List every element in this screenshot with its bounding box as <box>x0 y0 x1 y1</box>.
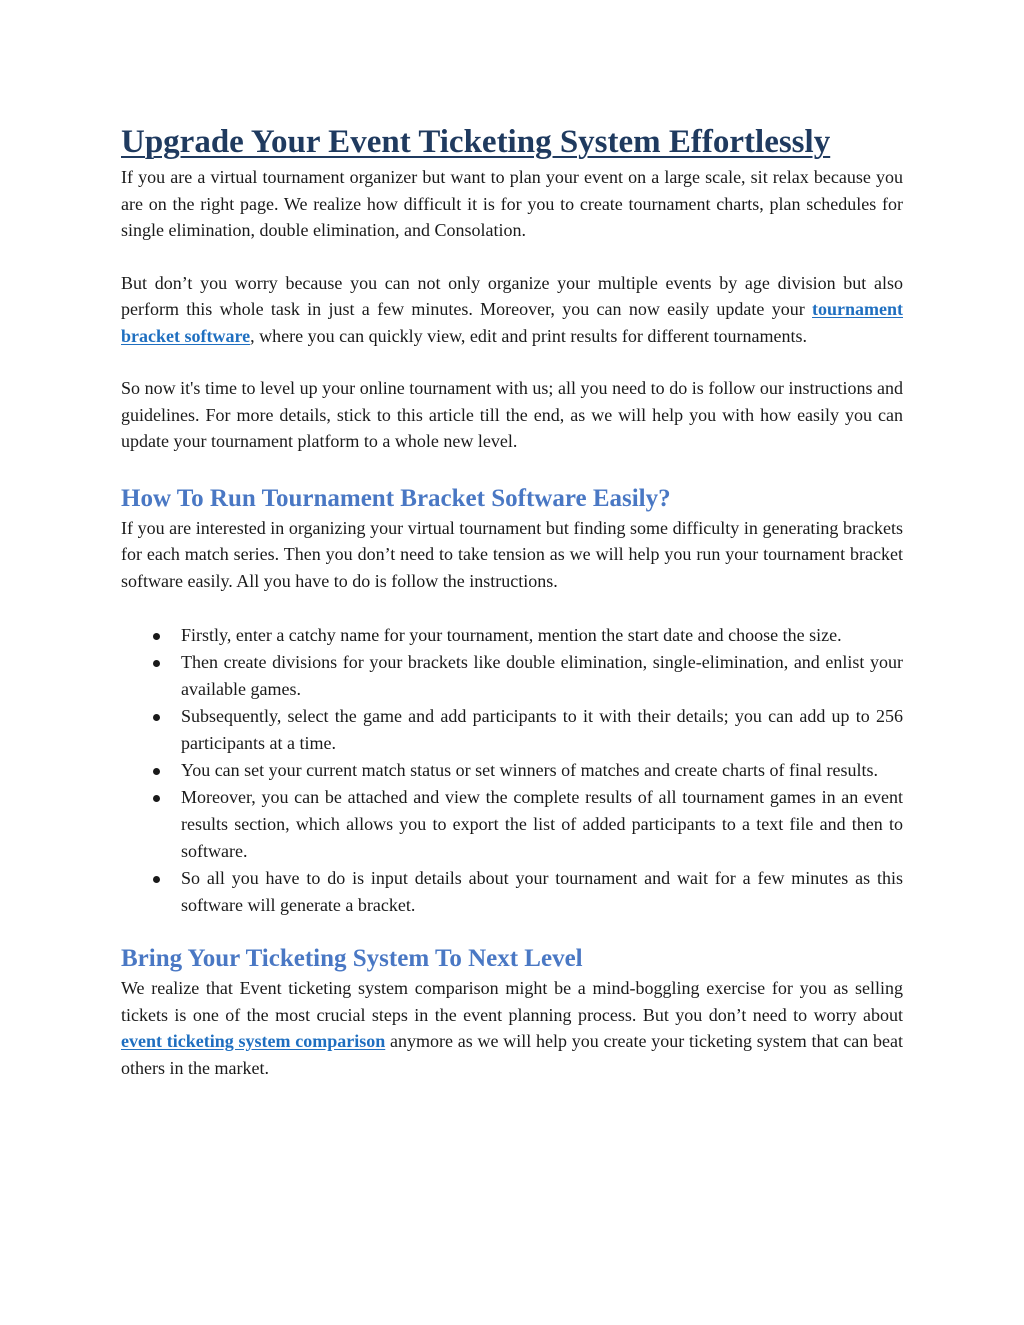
page-title-text: Upgrade Your Event Ticketing System Effortlessly <box>121 124 831 160</box>
bullet-icon <box>153 633 160 640</box>
intro-paragraph-1: If you are a virtual tournament organizer but want to plan your event on a large scale, sit relax because you are on the right page. We realize how difficult it is for you to create tournament charts, plan schedules for single elimination, double elimination, and Consolation. <box>121 167 903 240</box>
bullet-icon <box>153 714 160 721</box>
bullet-icon <box>153 876 160 883</box>
list-item-text: Moreover, you can be attached and view the complete results of all tournament games in an event results section, which allows you to export the list of added participants to a text file and then to software. <box>181 787 903 861</box>
list-item-text: Subsequently, select the game and add participants to it with their details; you can add up to 256 participants at a time. <box>181 706 903 753</box>
intro-paragraph-2-text-after: , where you can quickly view, edit and print results for different tournaments. <box>250 325 807 346</box>
list-item <box>121 649 903 703</box>
intro-paragraph-2-text-before: But don’t you worry because you can not only organize your multiple events by age division but also perform this whole task in just a few minutes. Moreover, you can now easily update your <box>121 272 903 319</box>
list-item-text: Firstly, enter a catchy name for your tournament, mention the start date and choose the size. <box>181 625 842 645</box>
bullet-icon <box>153 795 160 802</box>
intro-paragraph-2 <box>121 270 903 350</box>
bullet-icon <box>153 660 160 667</box>
list-item <box>121 622 903 649</box>
list-item <box>121 757 903 784</box>
section-2-text-after: anymore as we will help you create your ticketing system that can beat others in the market. <box>121 1031 903 1078</box>
section-2-text-before: We realize that Event ticketing system comparison might be a mind-boggling exercise for you as selling tickets is one of the most crucial steps in the event planning process. But you don’t need to worry about <box>121 978 903 1025</box>
section-2-heading: Bring Your Ticketing System To Next Level <box>121 945 583 972</box>
section-1-heading: How To Run Tournament Bracket Software Easily? <box>121 484 671 512</box>
list-item <box>121 784 903 865</box>
page-title <box>121 122 903 162</box>
list-item <box>121 703 903 757</box>
section-1-paragraph: If you are interested in organizing your virtual tournament but finding some difficulty in generating brackets for each match series. Then you don’t need to take tension as we will help you run your tournament bracket software easily. All you have to do is follow the instructions. <box>121 517 903 591</box>
bullet-icon <box>153 768 160 775</box>
event-ticketing-system-comparison-link[interactable]: event ticketing system comparison <box>121 1031 386 1051</box>
tournament-bracket-software-link[interactable]: tournament bracket software <box>121 299 903 346</box>
section-2-paragraph <box>121 975 903 1081</box>
list-item-text: Then create divisions for your brackets like double elimination, single-elimination, and enlist your available games. <box>181 652 903 699</box>
list-item-text: So all you have to do is input details about your tournament and wait for a few minutes as this software will generate a bracket. <box>181 868 903 915</box>
list-item-text: You can set your current match status or set winners of matches and create charts of final results. <box>181 760 878 780</box>
instructions-list <box>121 622 903 919</box>
list-item <box>121 865 903 919</box>
intro-paragraph-3: So now it's time to level up your online tournament with us; all you need to do is follow our instructions and guidelines. For more details, stick to this article till the end, as we will help you with how easily you can update your tournament platform to a whole new level. <box>121 378 903 451</box>
document-page <box>121 122 903 1081</box>
